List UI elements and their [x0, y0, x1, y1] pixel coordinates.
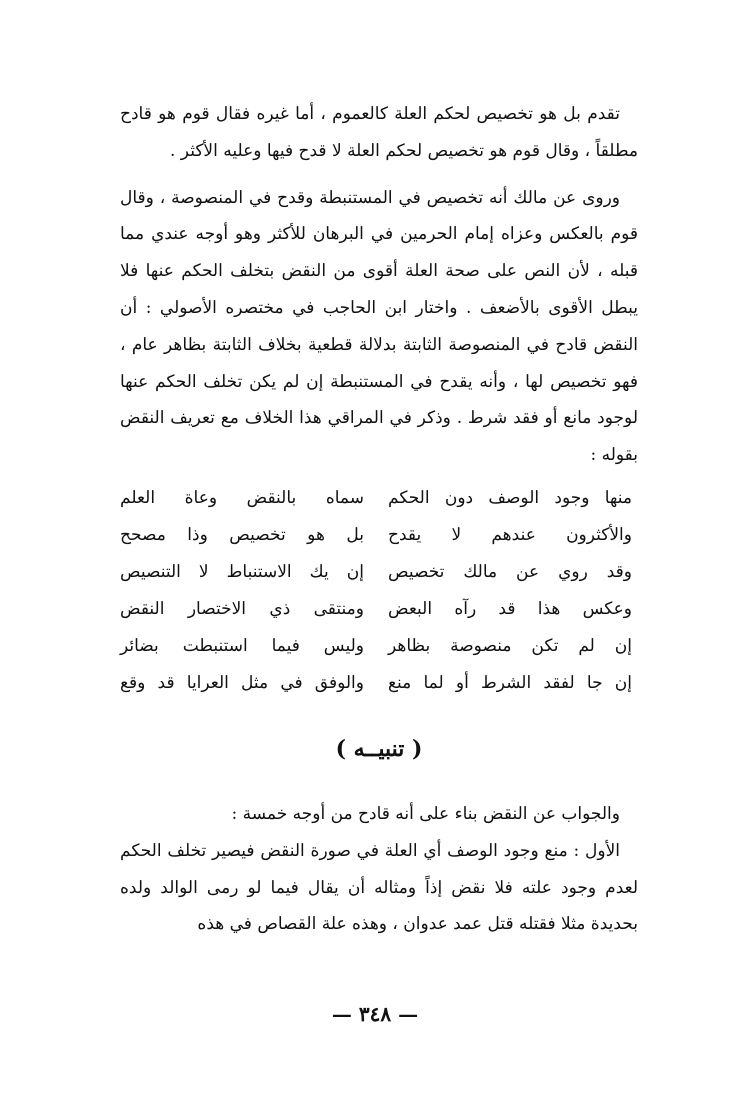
verse-2-left: بل هو تخصيص وذا مصحح	[120, 524, 364, 545]
page-number: — ٣٤٨ —	[331, 1002, 419, 1026]
paragraph-2: وروى عن مالك أنه تخصيص في المستنبطة وقدح في المنصوصة ، وقال قوم بالعكس وعزاه إمام الحرمين في البرهان للأكثر وهو أوجه عندي مما قبله ، لأن النص على صحة العلة أقوى من النقض بتخلف الحكم عنها فلا يبطل الأقوى بالأضعف . واختار ابن الحاجب في مختصره الأصولي : أن النقض قادح في المنصوصة الثابتة بدلالة قطعية بخلاف الثابتة بظاهر عام ، فهو تخصيص لها ، وأنه يقدح في المستنبطة إن لم يكن تخلف الحكم عنها لوجود مانع أو فقد شرط . وذكر في المراقي هذا الخلاف مع تعريف النقض بقوله :	[120, 187, 639, 466]
verse-2-right: والأكثرون عندهم لا يقدح	[388, 524, 632, 545]
verse-3-left: إن يك الاستنباط لا التنصيص	[120, 561, 364, 582]
verse-3-right: وقد روي عن مالك تخصيص	[388, 561, 632, 582]
verse-6-left: والوفق في مثل العرايا قد وقع	[120, 672, 364, 693]
paragraph-3: والجواب عن النقض بناء على أنه قادح من أوجه خمسة :	[231, 803, 620, 824]
poem-verses	[120, 480, 638, 702]
verse-4-right: وعكس هذا قد رآه البعض	[388, 598, 632, 619]
verse-5-left: وليس فيما استنبطت بضائر	[120, 635, 364, 656]
verse-4-left: ومنتقى ذي الاختصار النقض	[120, 598, 364, 619]
page-body	[120, 96, 638, 943]
paragraph-4: الأول : منع وجود الوصف أي العلة في صورة النقض فيصير تخلف الحكم لعدم وجود علته فلا نقض إذاً ومثاله أن يقال فيما لو رمى الوالد ولده بحديدة مثلا فقتله قتل عمد عدوان ، وهذه علة القصاص في هذه	[120, 840, 638, 935]
verse-1-left: سماه بالنقض وعاة العلم	[120, 487, 364, 508]
verse-5-right: إن لم تكن منصوصة بظاهر	[388, 635, 632, 656]
verse-6-right: إن جا لفقد الشرط أو لما منع	[388, 672, 632, 693]
verse-1-right: منها وجود الوصف دون الحكم	[388, 487, 632, 508]
paragraph-1: تقدم بل هو تخصيص لحكم العلة كالعموم ، أما غيره فقال قوم هو قادح مطلقاً ، وقال قوم هو تخصيص لحكم العلة لا قدح فيها وعليه الأكثر .	[120, 104, 638, 161]
section-heading: ( تنبيــه )	[335, 735, 423, 762]
